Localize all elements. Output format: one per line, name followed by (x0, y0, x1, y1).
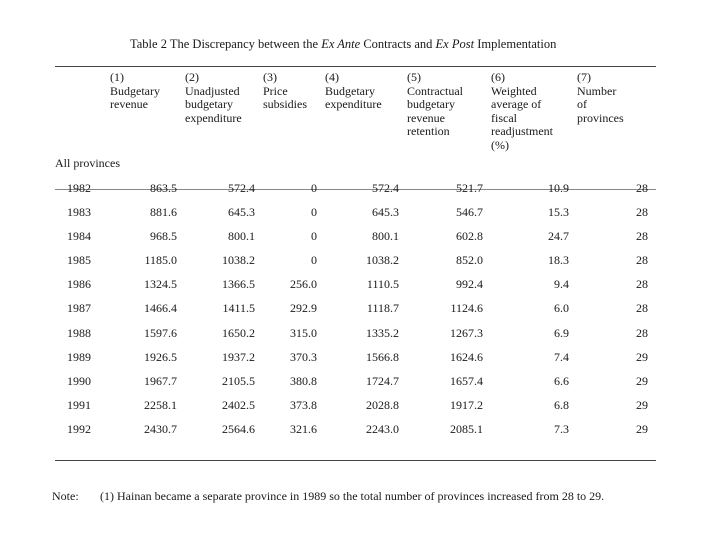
value-cell: 7.4 (554, 349, 569, 364)
column-header-row (55, 71, 656, 152)
value-cell: 0 (311, 204, 317, 219)
table-row (55, 370, 656, 394)
year-cell: 1986 (67, 277, 91, 292)
table-row (55, 346, 656, 370)
data-table (55, 71, 656, 442)
value-cell: 6.0 (554, 301, 569, 316)
column-label-line: revenue (110, 97, 148, 111)
bottom-rule (55, 460, 656, 461)
value-cell: 1124.6 (450, 301, 483, 316)
table-row (55, 297, 656, 321)
value-cell: 800.1 (372, 228, 399, 243)
column-label-line: (%) (491, 137, 509, 152)
value-cell: 1917.2 (450, 398, 483, 413)
document-page (34, 30, 656, 526)
value-cell: 1267.3 (450, 325, 483, 340)
year-cell: 1989 (67, 349, 91, 364)
table-row (55, 321, 656, 345)
value-cell: 1597.6 (144, 325, 177, 340)
value-cell: 29 (636, 422, 648, 437)
column-label-line: revenue (407, 110, 445, 125)
value-cell: 881.6 (150, 204, 177, 219)
value-cell: 28 (636, 228, 648, 243)
year-cell: 1987 (67, 301, 91, 316)
value-cell: 2105.5 (222, 374, 255, 389)
value-cell: 1411.5 (222, 301, 255, 316)
value-cell: 572.4 (228, 180, 255, 195)
column-number: (5) (407, 70, 421, 84)
table-row (55, 176, 656, 200)
column-label-line: Budgetary (325, 83, 375, 98)
column-label-line: Price (263, 83, 288, 98)
year-cell: 1991 (67, 398, 91, 413)
value-cell: 2085.1 (450, 422, 483, 437)
column-header-3 (263, 71, 325, 152)
value-cell: 1566.8 (366, 349, 399, 364)
value-cell: 380.8 (290, 374, 317, 389)
value-cell: 645.3 (372, 204, 399, 219)
value-cell: 1324.5 (144, 277, 177, 292)
value-cell: 18.3 (548, 253, 569, 268)
value-cell: 2430.7 (144, 422, 177, 437)
title-suffix: Implementation (474, 37, 557, 51)
value-cell: 968.5 (150, 228, 177, 243)
column-label-line: provinces (577, 110, 624, 125)
value-cell: 1118.7 (366, 301, 399, 316)
value-cell: 2243.0 (366, 422, 399, 437)
column-label-line: budgetary (407, 97, 455, 111)
value-cell: 2402.5 (222, 398, 255, 413)
column-number: (7) (577, 70, 591, 84)
value-cell: 863.5 (150, 180, 177, 195)
column-label-line: Number (577, 83, 617, 98)
table-body (55, 152, 656, 442)
value-cell: 7.3 (554, 422, 569, 437)
column-label-line: of (577, 97, 587, 111)
column-label-line: average of (491, 97, 542, 111)
note-label: Note: (52, 489, 79, 503)
value-cell: 1038.2 (222, 253, 255, 268)
year-cell: 1990 (67, 374, 91, 389)
column-number: (4) (325, 70, 339, 84)
table-row (55, 418, 656, 442)
value-cell: 28 (636, 253, 648, 268)
value-cell: 315.0 (290, 325, 317, 340)
column-label-line: expenditure (185, 110, 242, 125)
value-cell: 6.6 (554, 374, 569, 389)
group-row (55, 152, 656, 176)
value-cell: 1657.4 (450, 374, 483, 389)
value-cell: 1038.2 (366, 253, 399, 268)
title-prefix: Table 2 The Discrepancy between the (130, 37, 322, 51)
value-cell: 28 (636, 180, 648, 195)
value-cell: 28 (636, 325, 648, 340)
table-note (52, 489, 604, 504)
value-cell: 29 (636, 349, 648, 364)
year-cell: 1982 (67, 180, 91, 195)
value-cell: 1926.5 (144, 349, 177, 364)
value-cell: 2564.6 (222, 422, 255, 437)
value-cell: 292.9 (290, 301, 317, 316)
value-cell: 24.7 (548, 228, 569, 243)
column-label-line: Contractual (407, 83, 463, 98)
table-row (55, 273, 656, 297)
value-cell: 0 (311, 180, 317, 195)
value-cell: 1185.0 (144, 253, 177, 268)
value-cell: 28 (636, 277, 648, 292)
value-cell: 1466.4 (144, 301, 177, 316)
year-cell: 1983 (67, 204, 91, 219)
value-cell: 852.0 (456, 253, 483, 268)
top-rule (55, 66, 656, 67)
column-header-5 (407, 71, 491, 152)
value-cell: 1335.2 (366, 325, 399, 340)
column-header-blank (55, 71, 110, 152)
table-row (55, 225, 656, 249)
column-label-line: fiscal (491, 110, 517, 125)
value-cell: 321.6 (290, 422, 317, 437)
value-cell: 6.8 (554, 398, 569, 413)
table-row (55, 249, 656, 273)
value-cell: 572.4 (372, 180, 399, 195)
column-label-line: budgetary (185, 97, 233, 111)
value-cell: 546.7 (456, 204, 483, 219)
column-header-4 (325, 71, 407, 152)
value-cell: 29 (636, 374, 648, 389)
value-cell: 370.3 (290, 349, 317, 364)
value-cell: 373.8 (290, 398, 317, 413)
value-cell: 0 (311, 253, 317, 268)
column-label-line: readjustment (491, 124, 553, 138)
value-cell: 645.3 (228, 204, 255, 219)
value-cell: 800.1 (228, 228, 255, 243)
column-label-line: Unadjusted (185, 83, 240, 98)
title-middle: Contracts and (360, 37, 436, 51)
title-ex-post: Ex Post (435, 37, 475, 51)
value-cell: 0 (311, 228, 317, 243)
value-cell: 28 (636, 204, 648, 219)
table-row (55, 394, 656, 418)
group-label: All provinces (55, 156, 120, 171)
column-number: (1) (110, 70, 124, 84)
table-title (130, 37, 556, 52)
value-cell: 10.9 (548, 180, 569, 195)
column-label-line: subsidies (263, 97, 308, 111)
value-cell: 2258.1 (144, 398, 177, 413)
column-label-line: retention (407, 124, 450, 138)
value-cell: 602.8 (456, 228, 483, 243)
note-text: (1) Hainan became a separate province in 1989 so the total number of provinces increased from 28 to 29. (100, 489, 605, 503)
value-cell: 28 (636, 301, 648, 316)
column-header-7 (577, 71, 656, 152)
value-cell: 1650.2 (222, 325, 255, 340)
column-header-6 (491, 71, 577, 152)
value-cell: 521.7 (456, 180, 483, 195)
column-number: (6) (491, 70, 505, 84)
value-cell: 256.0 (290, 277, 317, 292)
column-number: (2) (185, 70, 199, 84)
value-cell: 29 (636, 398, 648, 413)
column-label-line: expenditure (325, 97, 382, 111)
value-cell: 1366.5 (222, 277, 255, 292)
value-cell: 15.3 (548, 204, 569, 219)
value-cell: 6.9 (554, 325, 569, 340)
column-header-2 (185, 71, 263, 152)
column-header-1 (110, 71, 185, 152)
title-ex-ante: Ex Ante (321, 37, 361, 51)
column-label-line: Weighted (491, 83, 537, 98)
table-row (55, 200, 656, 224)
column-label-line: Budgetary (110, 83, 160, 98)
year-cell: 1985 (67, 253, 91, 268)
year-cell: 1992 (67, 422, 91, 437)
value-cell: 1110.5 (366, 277, 399, 292)
value-cell: 1724.7 (366, 374, 399, 389)
year-cell: 1988 (67, 325, 91, 340)
value-cell: 1937.2 (222, 349, 255, 364)
year-cell: 1984 (67, 228, 91, 243)
value-cell: 2028.8 (366, 398, 399, 413)
value-cell: 9.4 (554, 277, 569, 292)
value-cell: 992.4 (456, 277, 483, 292)
column-number: (3) (263, 70, 277, 84)
value-cell: 1967.7 (144, 374, 177, 389)
value-cell: 1624.6 (450, 349, 483, 364)
